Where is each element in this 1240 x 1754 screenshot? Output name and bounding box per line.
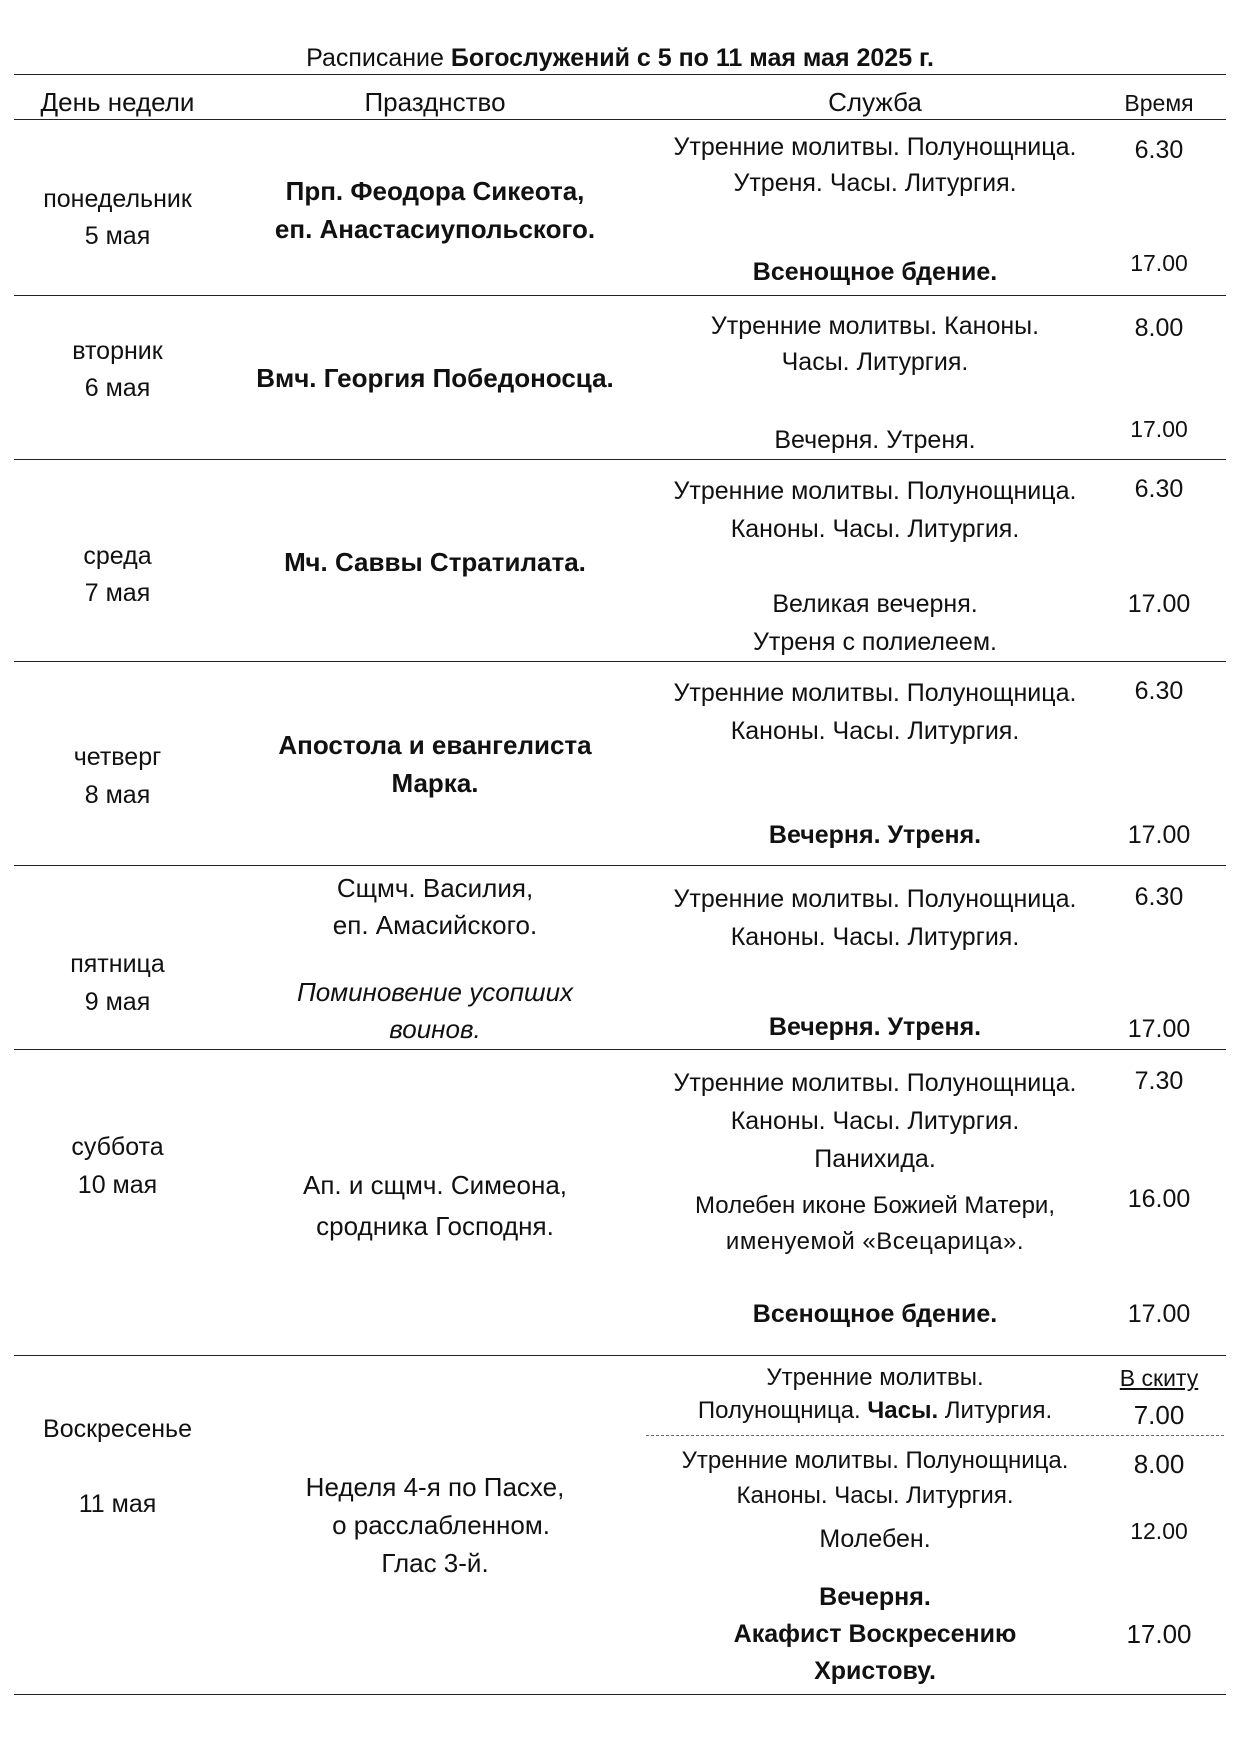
feast-line: Мч. Саввы Стратилата.: [284, 547, 586, 577]
day-date: 8 мая: [84, 781, 151, 809]
service-time: 7.00: [1133, 1400, 1185, 1430]
feast-note: воинов.: [389, 1014, 481, 1044]
service-line-bold-part: Часы.: [867, 1397, 939, 1424]
service-time: 17.00: [1130, 250, 1188, 276]
day-weekday: среда: [83, 542, 152, 570]
feast-line: еп. Амасийского.: [332, 910, 538, 940]
service-line: Всенощное бдение.: [752, 1300, 998, 1328]
day-weekday: Воскресенье: [43, 1415, 192, 1443]
service-line: Каноны. Часы. Литургия.: [730, 515, 1020, 543]
service-line: Христову.: [814, 1657, 936, 1685]
service-time: 17.00: [1130, 416, 1188, 442]
day-date: 11 мая: [78, 1490, 157, 1518]
service-time: 7.30: [1134, 1067, 1184, 1095]
service-time: 16.00: [1127, 1185, 1191, 1213]
service-line: именуемой «Всецарица».: [725, 1228, 1025, 1255]
day-weekday: вторник: [72, 337, 163, 365]
day-date: 10 мая: [77, 1171, 158, 1199]
row-divider: [14, 1049, 1226, 1050]
service-line: Утренние молитвы. Полунощница.: [673, 885, 1077, 913]
service-line: Вечерня.: [819, 1583, 931, 1611]
feast-line: Глас 3-й.: [381, 1548, 489, 1578]
service-line-part: Литургия.: [938, 1397, 1053, 1424]
service-line: Каноны. Часы. Литургия.: [730, 717, 1020, 745]
title-prefix: Расписание: [306, 44, 451, 72]
service-line: Вечерня. Утреня.: [768, 821, 982, 849]
service-time: 8.00: [1133, 1449, 1185, 1479]
feast-line: о расслабленном.: [332, 1510, 550, 1540]
service-line: Акафист Воскресению: [733, 1620, 1017, 1648]
service-line: Часы. Литургия.: [781, 348, 969, 376]
service-line: Вечерня. Утреня.: [768, 1013, 982, 1041]
row-divider: [14, 865, 1226, 866]
service-line: Всенощное бдение.: [752, 258, 998, 286]
service-line: Молебен иконе Божией Матери,: [695, 1192, 1055, 1219]
service-line: Утренние молитвы. Полунощница.: [681, 1447, 1069, 1474]
feast-line: Сщмч. Василия,: [336, 873, 534, 903]
service-time: 12.00: [1130, 1518, 1188, 1544]
service-line-part: Полунощница.: [697, 1397, 868, 1424]
day-weekday: пятница: [70, 950, 165, 978]
feast-line: еп. Анастасиупольского.: [274, 214, 596, 244]
header-bottom-border: [14, 119, 1226, 120]
feast-note: Поминовение усопших: [296, 977, 574, 1007]
header-day: День недели: [40, 87, 195, 117]
service-time: 6.30: [1134, 475, 1184, 503]
service-place: В скиту: [1119, 1365, 1199, 1391]
row-divider: [14, 295, 1226, 296]
day-date: 5 мая: [84, 222, 151, 250]
dashed-divider: [646, 1435, 1224, 1436]
row-divider: [14, 661, 1226, 662]
service-line: Каноны. Часы. Литургия.: [730, 923, 1020, 951]
day-date: 9 мая: [84, 988, 151, 1016]
service-time: 17.00: [1127, 590, 1191, 618]
feast-line: Прп. Феодора Сикеота,: [285, 176, 585, 206]
service-time: 17.00: [1127, 1300, 1191, 1328]
service-time: 17.00: [1126, 1619, 1192, 1649]
feast-line: Неделя 4-я по Пасхе,: [305, 1472, 565, 1502]
service-line: Утренние молитвы. Полунощница.: [673, 477, 1077, 505]
service-line: Утренние молитвы. Полунощница.: [673, 133, 1077, 161]
service-line: Панихида.: [814, 1145, 936, 1173]
header-time: Время: [1124, 90, 1194, 116]
service-time: 6.30: [1134, 883, 1184, 911]
feast-line: Ап. и сщмч. Симеона,: [302, 1170, 567, 1200]
service-line: Великая вечерня.: [772, 590, 978, 618]
feast-line: Вмч. Георгия Победоносца.: [256, 363, 614, 393]
day-date: 7 мая: [84, 579, 151, 607]
feast-line: Марка.: [391, 768, 479, 798]
page-title: [0, 44, 1240, 73]
table-top-border: [14, 74, 1226, 75]
service-line: Утреня. Часы. Литургия.: [733, 169, 1017, 197]
service-time: 8.00: [1134, 314, 1184, 342]
service-time: 17.00: [1127, 821, 1191, 849]
header-feast: Празднство: [364, 87, 506, 117]
service-line: Каноны. Часы. Литургия.: [730, 1107, 1020, 1135]
header-service: Служба: [828, 87, 922, 117]
day-date: 6 мая: [84, 374, 151, 402]
title-bold: Богослужений с 5 по 11 мая мая 2025 г.: [450, 44, 934, 72]
day-weekday: четверг: [73, 743, 162, 771]
service-time: 17.00: [1127, 1015, 1191, 1043]
table-bottom-border: [14, 1694, 1226, 1695]
service-line: Утренние молитвы. Полунощница.: [673, 1069, 1077, 1097]
service-line: Утренние молитвы.: [766, 1364, 984, 1391]
day-weekday: суббота: [71, 1133, 164, 1161]
service-line: Утренние молитвы. Полунощница.: [673, 679, 1077, 707]
service-time: 6.30: [1134, 677, 1184, 705]
service-line: Вечерня. Утреня.: [774, 426, 976, 454]
feast-line: Апостола и евангелиста: [278, 730, 592, 760]
service-time: 6.30: [1134, 136, 1184, 164]
service-line: Молебен.: [819, 1525, 931, 1553]
service-line: Утреня с полиелеем.: [753, 628, 997, 656]
service-line: Каноны. Часы. Литургия.: [736, 1482, 1014, 1509]
row-divider: [14, 459, 1226, 460]
day-weekday: понедельник: [43, 185, 192, 213]
row-divider: [14, 1355, 1226, 1356]
service-line: [640, 1394, 1110, 1428]
feast-line: сродника Господня.: [316, 1211, 554, 1241]
service-line: Утренние молитвы. Каноны.: [710, 312, 1040, 340]
